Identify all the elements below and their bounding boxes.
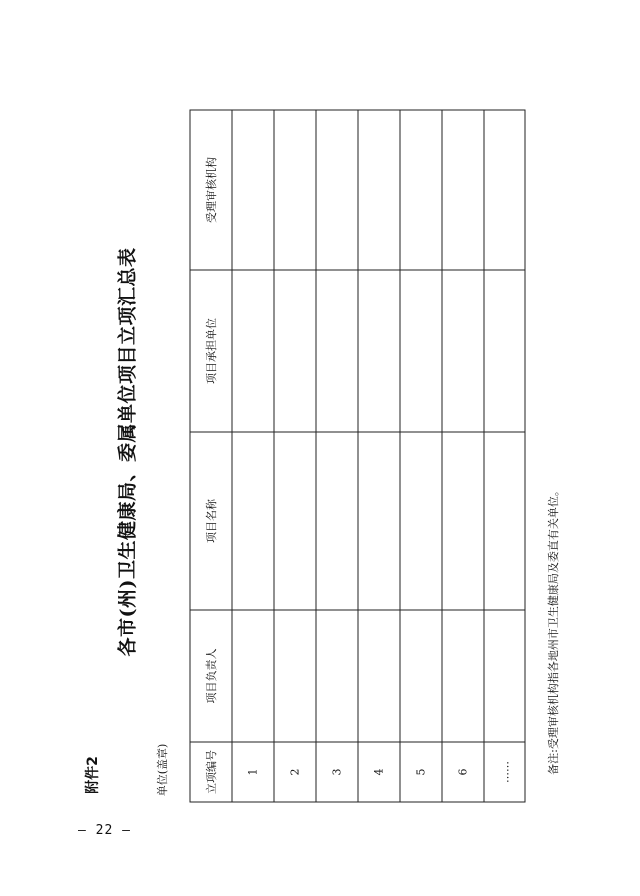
header-project-id: 立项编号 (205, 750, 218, 794)
row-number: 6 (456, 768, 470, 776)
header-review-institution: 受理审核机构 (205, 157, 218, 223)
unit-seal-label: 单位(盖章) (156, 743, 169, 797)
header-project-leader: 项目负责人 (205, 648, 218, 704)
row-number: 3 (330, 768, 344, 776)
row-number: 4 (372, 768, 386, 776)
page-title: 各市(州)卫生健康局、委属单位项目立项汇总表 (116, 247, 139, 657)
row-number: 2 (288, 768, 302, 776)
attachment-label: 附件2 (85, 756, 101, 794)
footnote: 备注:受理审核机构指各地州市卫生健康局及委直有关单位。 (547, 485, 560, 775)
header-project-name: 项目名称 (205, 499, 218, 543)
row-number: 5 (414, 768, 428, 776)
header-undertaking-unit: 项目承担单位 (205, 318, 218, 384)
row-number: …… (498, 761, 512, 783)
row-number: 1 (246, 768, 260, 776)
page-number: – 22 – (78, 823, 131, 838)
